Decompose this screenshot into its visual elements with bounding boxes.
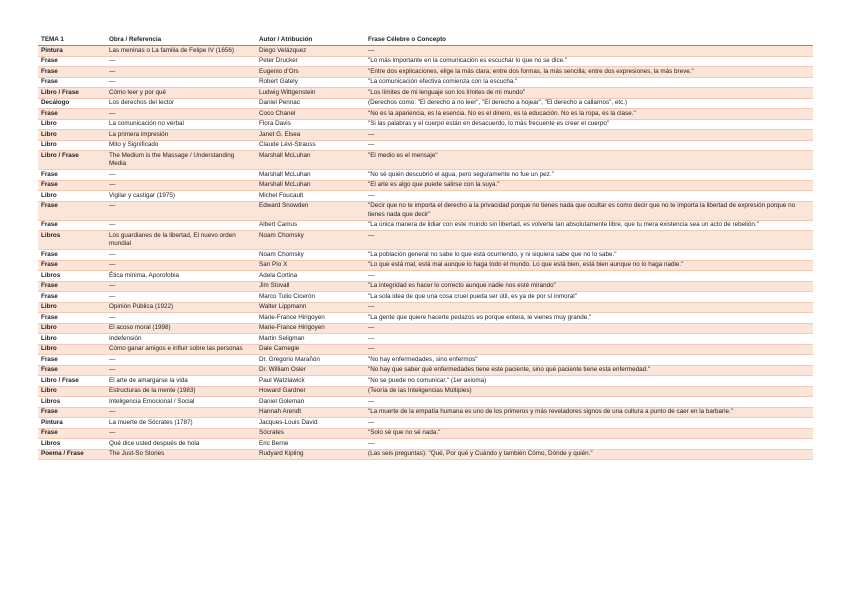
cell-work: — [106, 77, 256, 88]
table-row [38, 98, 813, 109]
cell-author: San Pío X [256, 260, 365, 271]
cell-type: Libro [38, 130, 106, 141]
table-row [38, 109, 813, 120]
cell-type: Frase [38, 428, 106, 439]
header-author: Autor / Atribución [256, 35, 365, 46]
cell-author: Rudyard Kipling [256, 449, 365, 460]
cell-quote: "La población general no sabe lo que está ocurriendo, y ni siquiera sabe que no lo sabe." [365, 250, 813, 261]
cell-quote: (Teoría de las Inteligencias Múltiples) [365, 386, 813, 397]
table-row [38, 88, 813, 99]
cell-type: Frase [38, 250, 106, 261]
cell-author: Sócrates [256, 428, 365, 439]
cell-quote: "La sola idea de que una cosa cruel pueda ser útil, es ya de por sí inmoral" [365, 292, 813, 303]
header-theme: TEMA 1 [38, 35, 106, 46]
table-row [38, 191, 813, 202]
cell-work: — [106, 365, 256, 376]
cell-author: Jacques-Louis David [256, 418, 365, 429]
cell-work: — [106, 428, 256, 439]
table-row [38, 376, 813, 387]
header-work: Obra / Referencia [106, 35, 256, 46]
cell-author: Martin Seligman [256, 334, 365, 345]
cell-quote: (Derechos como: "El derecho a no leer", "El derecho a hojear", "El derecho a callarnos", etc.) [365, 98, 813, 109]
cell-author: Albert Camus [256, 220, 365, 231]
cell-quote: "El medio es el mensaje" [365, 151, 813, 170]
cell-work: La comunicación no verbal [106, 119, 256, 130]
cell-type: Libro [38, 119, 106, 130]
cell-author: Noam Chomsky [256, 250, 365, 261]
table-row [38, 281, 813, 292]
cell-type: Libro [38, 334, 106, 345]
table-row [38, 397, 813, 408]
cell-work: The Medium is the Massage / Understanding Media [106, 151, 256, 170]
cell-type: Libro [38, 191, 106, 202]
cell-work: Las meninas o La familia de Felipe IV (1656) [106, 46, 256, 57]
cell-work: Opinión Pública (1922) [106, 302, 256, 313]
cell-type: Pintura [38, 46, 106, 57]
cell-work: — [106, 56, 256, 67]
cell-work: — [106, 220, 256, 231]
cell-type: Libro / Frase [38, 151, 106, 170]
cell-work: — [106, 109, 256, 120]
cell-author: Ludwig Wittgenstein [256, 88, 365, 99]
cell-quote: — [365, 231, 813, 250]
cell-author: Marshall McLuhan [256, 151, 365, 170]
cell-type: Frase [38, 77, 106, 88]
cell-author: Marco Tulio Cicerón [256, 292, 365, 303]
cell-quote: — [365, 140, 813, 151]
cell-author: Diego Velázquez [256, 46, 365, 57]
cell-quote: "Entre dos explicaciones, elige la más clara; entre dos formas, la más sencilla; entre dos expresiones, la más breve." [365, 67, 813, 78]
cell-quote: — [365, 439, 813, 450]
cell-quote: — [365, 302, 813, 313]
table-row [38, 302, 813, 313]
cell-type: Libro [38, 386, 106, 397]
cell-author: Marie-France Hirigoyen [256, 313, 365, 324]
cell-type: Frase [38, 292, 106, 303]
cell-work: Cómo ganar amigos e influir sobre las personas [106, 344, 256, 355]
cell-work: — [106, 407, 256, 418]
table-row [38, 428, 813, 439]
cell-type: Libro / Frase [38, 88, 106, 99]
cell-author: Dr. Gregorio Marañón [256, 355, 365, 366]
cell-work: Estructuras de la mente (1983) [106, 386, 256, 397]
cell-quote: "Solo sé que no sé nada." [365, 428, 813, 439]
cell-author: Howard Gardner [256, 386, 365, 397]
cell-author: Eugenio d'Ors [256, 67, 365, 78]
cell-type: Frase [38, 67, 106, 78]
cell-work: El acoso moral (1998) [106, 323, 256, 334]
cell-work: — [106, 260, 256, 271]
cell-work: — [106, 250, 256, 261]
cell-author: Marshall McLuhan [256, 170, 365, 181]
cell-author: Marie-France Hirigoyen [256, 323, 365, 334]
table-row [38, 231, 813, 250]
cell-work: — [106, 292, 256, 303]
cell-quote: — [365, 46, 813, 57]
cell-type: Libros [38, 231, 106, 250]
cell-work: Mito y Significado [106, 140, 256, 151]
cell-work: El arte de amargarse la vida [106, 376, 256, 387]
cell-work: Vigilar y castigar (1975) [106, 191, 256, 202]
cell-quote: "La gente que quiere hacerte pedazos es porque entera, le vienes muy grande." [365, 313, 813, 324]
cell-author: Noam Chomsky [256, 231, 365, 250]
cell-quote: — [365, 191, 813, 202]
cell-work: La primera impresión [106, 130, 256, 141]
cell-work: La muerte de Sócrates (1787) [106, 418, 256, 429]
cell-quote: "Decir que no te importa el derecho a la privacidad porque no tienes nada que ocultar es como decir que no te importa la libertad de expresión porque no tienes nada que decir" [365, 201, 813, 220]
cell-work: — [106, 170, 256, 181]
cell-quote: (Las seis preguntas): "Qué, Por qué y Cuándo y también Cómo, Dónde y quién." [365, 449, 813, 460]
table-row [38, 119, 813, 130]
cell-author: Coco Chanel [256, 109, 365, 120]
cell-type: Frase [38, 407, 106, 418]
table-row [38, 170, 813, 181]
cell-work: Indefensión [106, 334, 256, 345]
cell-quote: "Lo más importante en la comunicación es escuchar lo que no se dice." [365, 56, 813, 67]
cell-type: Libros [38, 439, 106, 450]
cell-work: Los guardianes de la libertad, El nuevo orden mundial [106, 231, 256, 250]
cell-type: Frase [38, 56, 106, 67]
cell-type: Frase [38, 313, 106, 324]
cell-author: Hannah Arendt [256, 407, 365, 418]
table-row [38, 439, 813, 450]
cell-author: Daniel Goleman [256, 397, 365, 408]
cell-quote: — [365, 397, 813, 408]
cell-author: Flora Davis [256, 119, 365, 130]
cell-type: Frase [38, 260, 106, 271]
table-row [38, 46, 813, 57]
cell-quote: "Si las palabras y el cuerpo están en desacuerdo, lo más frecuente es creer el cuerpo" [365, 119, 813, 130]
document-page [38, 35, 813, 460]
cell-quote: "El arte es algo que puede salirse con la suya." [365, 180, 813, 191]
table-row [38, 140, 813, 151]
cell-type: Libro [38, 140, 106, 151]
cell-author: Eric Berne [256, 439, 365, 450]
table-row [38, 180, 813, 191]
cell-author: Edward Snowden [256, 201, 365, 220]
table-row [38, 355, 813, 366]
cell-work: Ética mínima, Aporofobia [106, 271, 256, 282]
cell-type: Pintura [38, 418, 106, 429]
cell-quote: "Lo que está mal, está mal aunque lo haga todo el mundo. Lo que está bien, está bien aunque no lo haga nadie." [365, 260, 813, 271]
table-row [38, 201, 813, 220]
cell-type: Frase [38, 170, 106, 181]
table-row [38, 151, 813, 170]
cell-author: Peter Drucker [256, 56, 365, 67]
cell-author: Jim Stovall [256, 281, 365, 292]
cell-type: Libro / Frase [38, 376, 106, 387]
cell-work: Inteligencia Emocional / Social [106, 397, 256, 408]
table-row [38, 365, 813, 376]
cell-type: Frase [38, 180, 106, 191]
table-row [38, 220, 813, 231]
table-row [38, 386, 813, 397]
cell-type: Libros [38, 397, 106, 408]
table-row [38, 344, 813, 355]
table-row [38, 77, 813, 88]
cell-quote: "No sé quién descubrió el agua, pero seguramente no fue un pez." [365, 170, 813, 181]
cell-author: Paul Watzlawick [256, 376, 365, 387]
cell-type: Frase [38, 365, 106, 376]
cell-work: — [106, 281, 256, 292]
table-row [38, 260, 813, 271]
cell-quote: "La integridad es hacer lo correcto aunque nadie nos esté mirando" [365, 281, 813, 292]
cell-quote: — [365, 344, 813, 355]
cell-author: Janet G. Elsea [256, 130, 365, 141]
cell-type: Libro [38, 344, 106, 355]
table-header-row [38, 35, 813, 46]
cell-author: Adela Cortina [256, 271, 365, 282]
cell-work: Qué dice usted después de hola [106, 439, 256, 450]
cell-quote: "No es la apariencia, es la esencia. No es el dinero, es la educación. No es la ropa, es la clase." [365, 109, 813, 120]
table-row [38, 292, 813, 303]
table-row [38, 407, 813, 418]
cell-quote: — [365, 130, 813, 141]
cell-quote: "La única manera de lidiar con este mundo sin libertad, es volverte tan absolutamente libre, que tu mera existencia sea un acto de rebelión." [365, 220, 813, 231]
cell-quote: "La comunicación efectiva comienza con la escucha." [365, 77, 813, 88]
cell-work: — [106, 355, 256, 366]
header-quote: Frase Célebre o Concepto [365, 35, 813, 46]
cell-work: — [106, 67, 256, 78]
cell-author: Walter Lippmann [256, 302, 365, 313]
cell-work: — [106, 180, 256, 191]
cell-quote: "La muerte de la empatía humana es uno de los primeros y más reveladores signos de una cultura a punto de caer en la barbarie." [365, 407, 813, 418]
cell-type: Poema / Frase [38, 449, 106, 460]
cell-quote: "No se puede no comunicar." (1er axioma) [365, 376, 813, 387]
cell-quote: — [365, 271, 813, 282]
cell-quote: "No hay que saber qué enfermedades tiene este paciente, sino qué paciente tiene esta enfermedad." [365, 365, 813, 376]
cell-author: Dale Carnegie [256, 344, 365, 355]
cell-type: Libro [38, 323, 106, 334]
table-row [38, 250, 813, 261]
cell-type: Frase [38, 201, 106, 220]
cell-type: Frase [38, 109, 106, 120]
table-row [38, 449, 813, 460]
cell-work: The Just-So Stories [106, 449, 256, 460]
cell-author: Robert Gately [256, 77, 365, 88]
table-row [38, 56, 813, 67]
cell-author: Daniel Pennac [256, 98, 365, 109]
cell-type: Decálogo [38, 98, 106, 109]
cell-work: Cómo leer y por qué [106, 88, 256, 99]
table-row [38, 323, 813, 334]
cell-author: Michel Foucault [256, 191, 365, 202]
cell-type: Libro [38, 302, 106, 313]
cell-work: — [106, 313, 256, 324]
table-row [38, 418, 813, 429]
table-row [38, 67, 813, 78]
table-row [38, 313, 813, 324]
cell-type: Libros [38, 271, 106, 282]
cell-quote: — [365, 334, 813, 345]
table-row [38, 130, 813, 141]
cell-work: — [106, 201, 256, 220]
cell-quote: — [365, 323, 813, 334]
table-row [38, 334, 813, 345]
cell-quote: "Los límites de mi lenguaje son los límites de mi mundo" [365, 88, 813, 99]
cell-type: Frase [38, 355, 106, 366]
cell-quote: — [365, 418, 813, 429]
cell-author: Dr. William Osler [256, 365, 365, 376]
cell-type: Frase [38, 281, 106, 292]
quotes-table [38, 35, 813, 460]
cell-work: Los derechos del lector [106, 98, 256, 109]
cell-quote: "No hay enfermedades, sino enfermos" [365, 355, 813, 366]
table-body [38, 46, 813, 460]
cell-author: Marshall McLuhan [256, 180, 365, 191]
cell-type: Frase [38, 220, 106, 231]
cell-author: Claude Lévi-Strauss [256, 140, 365, 151]
table-row [38, 271, 813, 282]
